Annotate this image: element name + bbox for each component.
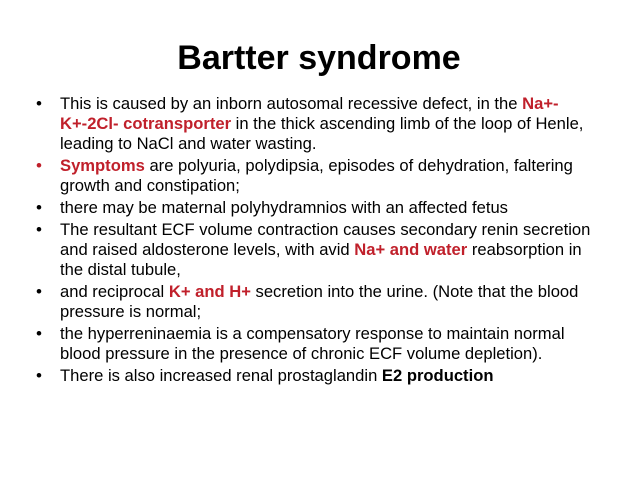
bullet-item <box>36 282 596 322</box>
bullet-text: secretion into the urine. (Note that the blood pressure is normal; <box>60 282 579 321</box>
bullet-text: in the thick ascending limb of the loop of Henle, leading to NaCl and water wasting. <box>60 114 584 153</box>
bullet-item <box>36 324 596 364</box>
bullet-text: reabsorption in the distal tubule, <box>60 240 582 279</box>
bullet-item <box>36 198 596 218</box>
slide-title: Bartter syndrome <box>177 39 461 77</box>
bullet-item <box>36 220 596 280</box>
bullet-text: the hyperreninaemia is a compensatory response to maintain normal blood pressure in the presence of chronic ECF volume depletion). <box>60 324 565 363</box>
bullet-text: The resultant ECF volume contraction causes secondary renin secretion and raised aldosterone levels, with avid <box>60 220 591 259</box>
bullet-text: This is caused by an inborn autosomal recessive defect, in the <box>60 94 523 113</box>
bullet-highlight: Symptoms <box>60 156 145 175</box>
bullet-highlight: Na+-K+-2Cl- cotransporter <box>60 94 559 133</box>
bullet-item <box>36 94 596 154</box>
bullet-item <box>36 156 596 196</box>
bullet-highlight: K+ and H+ <box>168 282 251 301</box>
bullet-text: There is also increased renal prostaglandin <box>60 366 382 385</box>
bullet-text: there may be maternal polyhydramnios with an affected fetus <box>60 198 508 217</box>
bullet-text: and reciprocal <box>60 282 169 301</box>
bullet-emphasis: E2 production <box>381 366 494 385</box>
bullet-highlight: Na+ and water <box>354 240 468 259</box>
bullet-text: are polyuria, polydipsia, episodes of dehydration, faltering growth and constipation; <box>60 156 573 195</box>
bullet-list <box>36 94 596 386</box>
bullet-item <box>36 366 596 386</box>
